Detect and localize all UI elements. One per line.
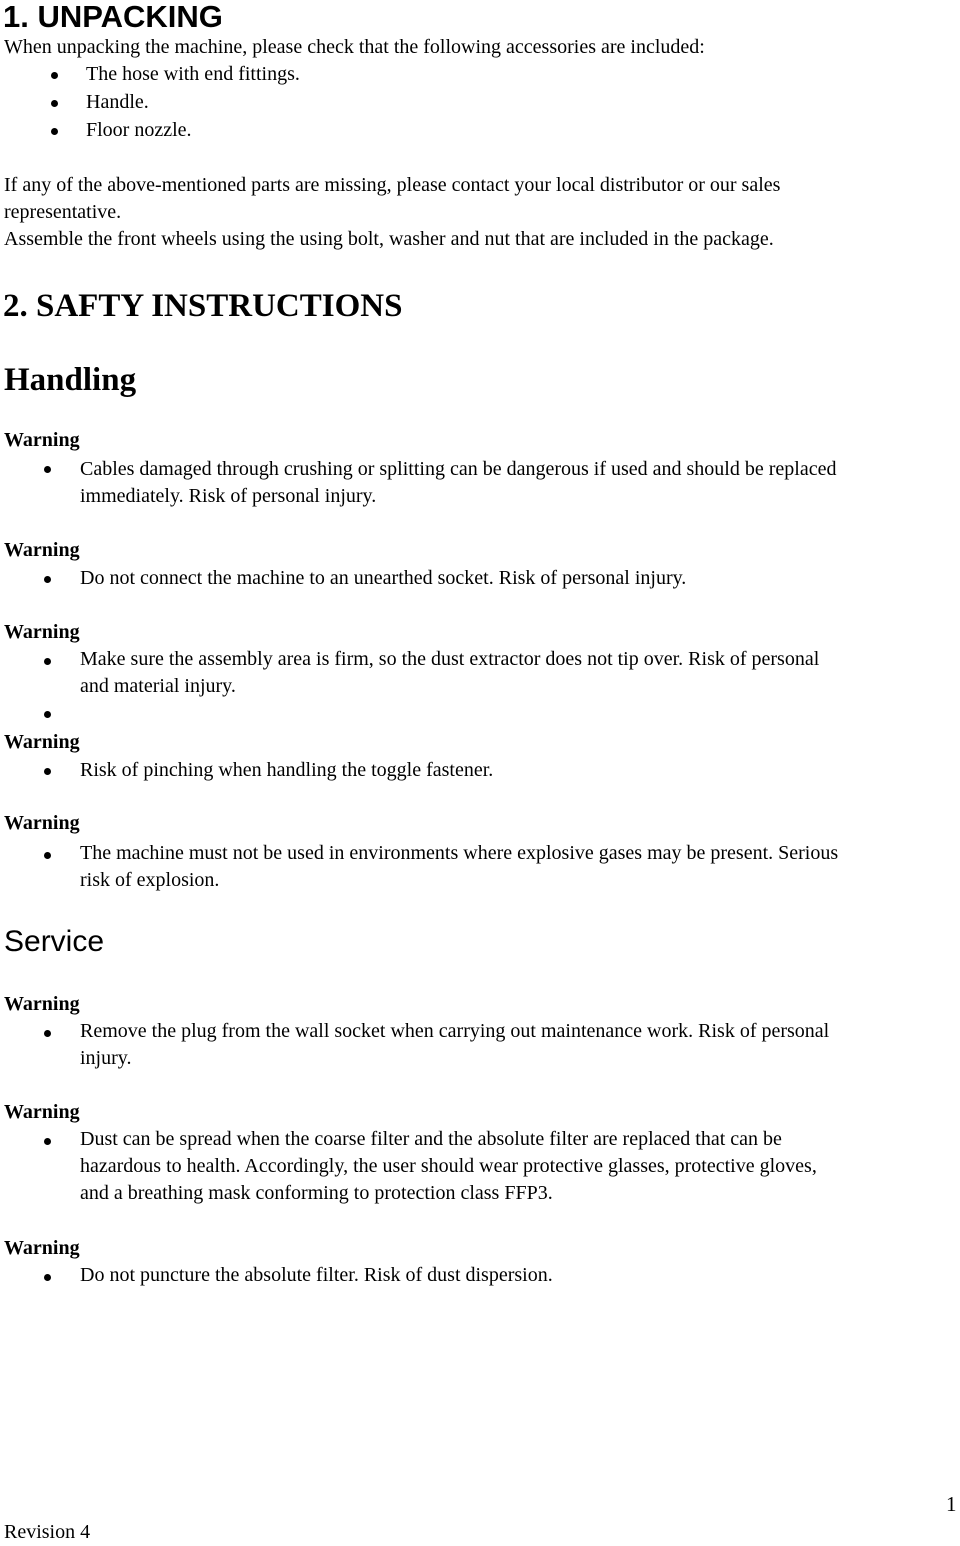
warning-label: Warning <box>4 1101 80 1123</box>
bullet-icon <box>44 768 51 775</box>
handling-heading: Handling <box>4 362 137 398</box>
service-heading: Service <box>4 925 105 958</box>
bullet-icon <box>51 128 58 135</box>
section-2-title: 2. SAFTY INSTRUCTIONS <box>3 288 403 324</box>
warning-text-cont: hazardous to health. Accordingly, the user should wear protective glasses, protective gloves, <box>80 1155 817 1177</box>
warning-label: Warning <box>4 621 80 643</box>
warning-text-cont: immediately. Risk of personal injury. <box>80 485 377 507</box>
bullet-icon <box>44 711 51 718</box>
warning-text-cont: and a breathing mask conforming to protection class FFP3. <box>80 1182 553 1204</box>
warning-text: Risk of pinching when handling the toggle fastener. <box>80 759 494 781</box>
unpacking-intro: When unpacking the machine, please check that the following accessories are included: <box>4 36 705 58</box>
warning-text-cont: injury. <box>80 1047 132 1069</box>
warning-label: Warning <box>4 993 80 1015</box>
warning-label: Warning <box>4 539 80 561</box>
warning-text-cont: risk of explosion. <box>80 869 220 891</box>
warning-text: The machine must not be used in environments where explosive gases may be present. Serious <box>80 842 839 864</box>
missing-parts-text-cont: representative. <box>4 201 122 223</box>
section-1-title: 1. UNPACKING <box>3 0 223 34</box>
bullet-icon <box>51 72 58 79</box>
bullet-icon <box>44 1274 51 1281</box>
bullet-icon <box>51 100 58 107</box>
warning-text: Remove the plug from the wall socket when carrying out maintenance work. Risk of personal <box>80 1020 830 1042</box>
bullet-icon <box>44 658 51 665</box>
assemble-text: Assemble the front wheels using the using bolt, washer and nut that are included in the package. <box>4 228 774 250</box>
bullet-icon <box>44 576 51 583</box>
warning-text: Cables damaged through crushing or splitting can be dangerous if used and should be replaced <box>80 458 837 480</box>
warning-text: Do not connect the machine to an unearthed socket. Risk of personal injury. <box>80 567 687 589</box>
warning-label: Warning <box>4 1237 80 1259</box>
bullet-icon <box>44 1030 51 1037</box>
list-item: Handle. <box>86 91 149 113</box>
bullet-icon <box>44 1138 51 1145</box>
warning-text: Make sure the assembly area is firm, so the dust extractor does not tip over. Risk of personal <box>80 648 820 670</box>
revision-label: Revision 4 <box>4 1521 91 1543</box>
warning-label: Warning <box>4 429 80 451</box>
bullet-icon <box>44 466 51 473</box>
missing-parts-text: If any of the above-mentioned parts are missing, please contact your local distributor or our sales <box>4 174 781 196</box>
bullet-icon <box>44 852 51 859</box>
warning-text: Do not puncture the absolute filter. Risk of dust dispersion. <box>80 1264 553 1286</box>
warning-label: Warning <box>4 812 80 834</box>
page-number: 1 <box>946 1492 957 1516</box>
warning-text: Dust can be spread when the coarse filter and the absolute filter are replaced that can be <box>80 1128 782 1150</box>
warning-text-cont: and material injury. <box>80 675 236 697</box>
list-item: The hose with end fittings. <box>86 63 300 85</box>
list-item: Floor nozzle. <box>86 119 192 141</box>
warning-label: Warning <box>4 731 80 753</box>
